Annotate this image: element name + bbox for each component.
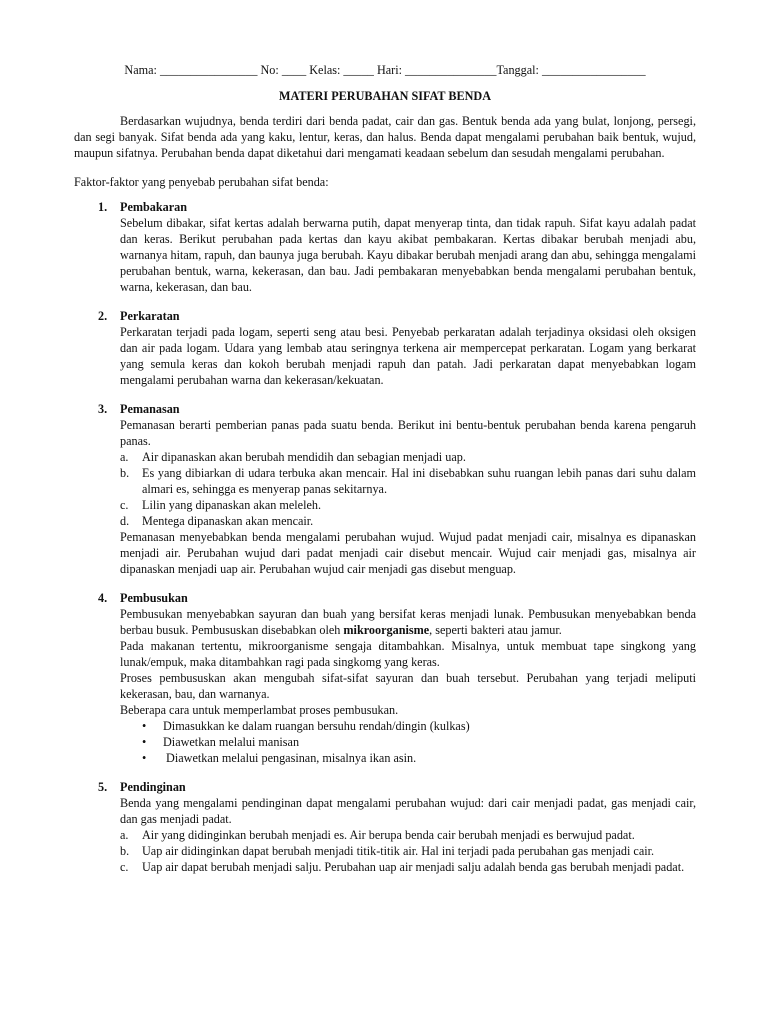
item-letter: a.	[120, 450, 129, 464]
text-before-bold: Pembusukan menyebabkan sayuran dan buah yang bersifat keras menjadi lunak. Pembusukan menyebabkan benda berbau busuk. Pembususkan disebabkan oleh	[120, 607, 696, 637]
section-heading	[74, 401, 696, 417]
item-letter: c.	[120, 498, 129, 512]
section-text: Pemanasan berarti pemberian panas pada suatu benda. Berikut ini bentu-bentuk perubahan benda karena pengaruh panas.	[120, 418, 696, 448]
bullet-text: Diawetkan melalui pengasinan, misalnya ikan asin.	[163, 751, 417, 765]
section-perkaratan	[74, 308, 696, 388]
item-letter: b.	[120, 466, 130, 480]
list-item	[120, 827, 696, 843]
item-text: Air dipanaskan akan berubah mendidih dan sebagian menjadi uap.	[142, 450, 466, 464]
item-text: Mentega dipanaskan akan mencair.	[142, 514, 314, 528]
section-pembusukan	[74, 590, 696, 766]
bold-term: mikroorganisme	[343, 623, 430, 637]
item-text: Lilin yang dipanaskan akan meleleh.	[142, 498, 322, 512]
section-closing: Pemanasan menyebabkan benda mengalami perubahan wujud. Wujud padat menjadi cair, misalnya es dipanaskan menjadi air. Perubahan wujud dari padat menjadi cair disebut mencair. Wujud cair menjadi gas, misalnya air dipanaskan menjadi uap air. Perubahan wujud cair menjadi gas disebut menguap.	[120, 530, 696, 576]
item-letter: a.	[120, 828, 129, 842]
section-text: Perkaratan terjadi pada logam, seperti seng atau besi. Penyebab perkaratan adalah terjadinya oksidasi oleh oksigen dan air pada logam. Udara yang lembab atau seringnya terkena air mempercepat perkaratan. Logam yang berkarat yang semula keras dan kokoh berubah menjadi rapuh dan patah. Jadi perkaratan dapat menyebabkan logam mengalami perubahan warna dan kekerasan/kekuatan.	[120, 325, 696, 387]
list-item	[120, 843, 696, 859]
section-text: Benda yang mengalami pendinginan dapat mengalami perubahan wujud: dari cair menjadi padat, gas menjadi cair, dan gas menjadi padat.	[120, 796, 696, 826]
section-paragraph-2: Pada makanan tertentu, mikroorganisme sengaja ditambahkan. Misalnya, untuk membuat tape singkong yang lunak/empuk, maka ditambahkan ragi pada singkomg yang keras.	[120, 639, 696, 669]
section-number: 4.	[98, 591, 108, 605]
document-title: MATERI PERUBAHAN SIFAT BENDA	[278, 89, 492, 103]
student-info-line: Nama: ________________ No: ____ Kelas: _____ Hari: _______________Tanggal: _________________	[124, 63, 646, 77]
bullet-item	[120, 750, 696, 766]
item-text: Uap air didinginkan dapat berubah menjadi titik-titik air. Hal ini terjadi pada perubahan gas menjadi cair.	[142, 844, 655, 858]
list-item	[120, 465, 696, 497]
item-text: Air yang didinginkan berubah menjadi es. Air berupa benda cair berubah menjadi es berwujud padat.	[142, 828, 635, 842]
bullet-dot-icon: •	[142, 719, 147, 733]
section-title: Pemanasan	[120, 402, 180, 416]
section-paragraph-4: Beberapa cara untuk memperlambat proses pembusukan.	[120, 703, 399, 717]
item-text: Es yang dibiarkan di udara terbuka akan mencair. Hal ini disebabkan suhu ruangan lebih panas dari suhu dalam almari es, sehingga es menyerap panas sekitarnya.	[142, 466, 696, 496]
section-text	[120, 606, 696, 638]
bullet-item	[120, 734, 696, 750]
section-number: 3.	[98, 402, 108, 416]
item-text: Uap air dapat berubah menjadi salju. Perubahan uap air menjadi salju adalah benda gas berubah menjadi padat.	[142, 860, 685, 874]
section-pendinginan	[74, 779, 696, 875]
section-title: Perkaratan	[120, 309, 180, 323]
text-after-bold: , seperti bakteri atau jamur.	[429, 623, 562, 637]
section-heading	[74, 308, 696, 324]
bullet-dot-icon: •	[142, 751, 147, 765]
item-letter: c.	[120, 860, 129, 874]
item-letter: b.	[120, 844, 130, 858]
section-pembakaran	[74, 199, 696, 295]
section-heading	[74, 779, 696, 795]
section-title: Pembakaran	[120, 200, 188, 214]
section-number: 1.	[98, 200, 108, 214]
section-text: Sebelum dibakar, sifat kertas adalah berwarna putih, dapat menyerap tinta, dan tidak rapuh. Sifat kayu adalah padat dan keras. Berikut perubahan pada kertas dan kayu akibat pembakaran. Kertas dibakar berubah menjadi abu, warnanya hitam, rapuh, dan baunya juga berubah. Kayu dibakar berubah menjadi arang dan abu, sehingga mengalami perubahan bentuk, warna, kekerasan, dan bau. Jadi pembakaran menyebabkan benda mengalami perubahan bentuk, warna, kekerasan, dan bau.	[120, 216, 696, 294]
item-letter: d.	[120, 514, 130, 528]
section-number: 2.	[98, 309, 108, 323]
list-item	[120, 859, 696, 875]
section-number: 5.	[98, 780, 108, 794]
section-title: Pembusukan	[120, 591, 188, 605]
list-item	[120, 513, 696, 529]
section-pemanasan	[74, 401, 696, 577]
section-heading	[74, 199, 696, 215]
list-item	[120, 497, 696, 513]
list-item	[120, 449, 696, 465]
bullet-item	[120, 718, 696, 734]
bullet-dot-icon: •	[142, 735, 147, 749]
bullet-text: Dimasukkan ke dalam ruangan bersuhu rendah/dingin (kulkas)	[163, 719, 470, 733]
section-paragraph-3: Proses pembususkan akan mengubah sifat-sifat sayuran dan buah tersebut. Perubahan yang terjadi meliputi kekerasan, bau, dan warnanya.	[120, 671, 696, 701]
factors-intro: Faktor-faktor yang penyebab perubahan sifat benda:	[74, 175, 329, 189]
bullet-text: Diawetkan melalui manisan	[163, 735, 300, 749]
section-title: Pendinginan	[120, 780, 186, 794]
intro-paragraph: Berdasarkan wujudnya, benda terdiri dari benda padat, cair dan gas. Bentuk benda ada yang bulat, lonjong, persegi, dan segi banyak. Sifat benda ada yang kaku, lentur, keras, dan halus. Benda dapat mengalami perubahan baik bentuk, wujud, maupun sifatnya. Perubahan benda dapat diketahui dari mengamati keadaan sebelum dan sesudah mengalami perubahan.	[74, 114, 696, 160]
section-heading	[74, 590, 696, 606]
